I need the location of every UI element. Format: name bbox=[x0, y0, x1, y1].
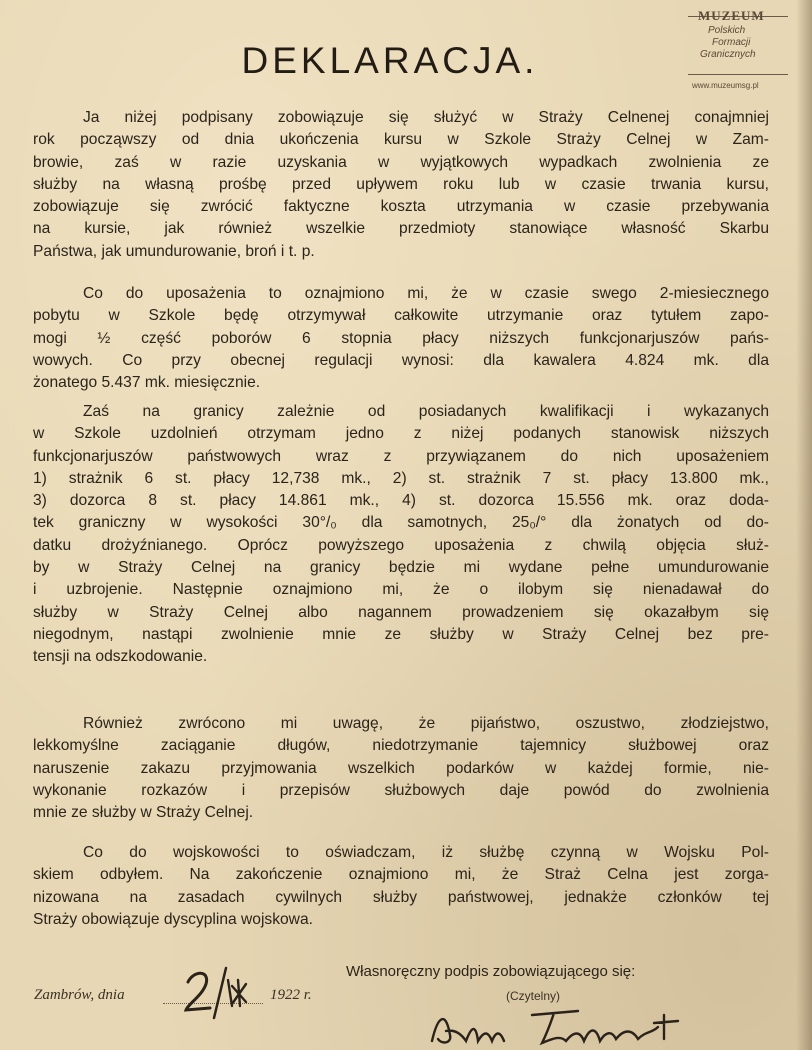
signature-note: (Czytelny) bbox=[506, 989, 561, 1003]
watermark-line-2: Formacji bbox=[712, 37, 751, 48]
text-line: i uzbrojenie. Następnie oznajmiono mi, że o ilobym się nienadawał do bbox=[33, 581, 769, 599]
text-line: pobytu w Szkole będę otrzymywał całkowite utrzymanie oraz tytułem zapo- bbox=[33, 307, 769, 325]
place-date-label: Zambrów, dnia bbox=[34, 987, 125, 1003]
paragraph-5 bbox=[33, 842, 769, 931]
text-line: zobowiązuje się zwrócić faktyczne koszta utrzymania w czasie przebywania bbox=[33, 198, 769, 216]
text-line: tek graniczny w wysokości 30°/₀ dla samotnych, 25₀/° dla żonatych od do- bbox=[33, 514, 769, 532]
text-line: wowych. Co przy obecnej regulacji wynosi: dla kawalera 4.824 mk. dla bbox=[33, 351, 769, 369]
text-line: tensji na odszkodowanie. bbox=[33, 648, 208, 666]
watermark-url: www.muzeumsg.pl bbox=[692, 81, 759, 90]
text-line: Co do wojskowości to oświadczam, iż służbę czynną w Wojsku Pol- bbox=[83, 844, 769, 861]
text-line: Co do uposażenia to oznajmiono mi, że w czasie swego 2-miesiecznego bbox=[83, 285, 769, 302]
text-line: Zaś na granicy zależnie od posiadanych kwalifikacji i wykazanych bbox=[83, 403, 769, 420]
text-line: mnie ze służby w Straży Celnej. bbox=[33, 804, 254, 822]
text-line: Również zwrócono mi uwagę, że pijaństwo, oszustwo, złodziejstwo, bbox=[83, 715, 769, 732]
text-line: 1) strażnik 6 st. płacy 12,738 mk., 2) st. strażnik 7 st. płacy 13.800 mk., bbox=[33, 469, 769, 487]
text-line: na kursie, jak również wszelkie przedmioty stanowiące własność Skarbu bbox=[33, 220, 769, 238]
text-line: Ja niżej podpisany zobowiązuje się służyć w Straży Celnenej conajmniej bbox=[83, 109, 769, 126]
watermark-line-3: Granicznych bbox=[700, 49, 756, 60]
text-line: naruszenie zakazu przyjmowania wszelkich podarków w każdej formie, nie- bbox=[33, 759, 769, 777]
text-line: funkcjonarjuszów państwowych wraz z przywiązanem do nich uposażeniem bbox=[33, 447, 769, 465]
text-line: nizowana na zasadach cywilnych służby państwowej, jednakże członków tej bbox=[33, 888, 769, 906]
handwritten-date bbox=[180, 962, 260, 1022]
text-line: służby na własną prośbę przed upływem roku lub w czasie trwania kursu, bbox=[33, 175, 769, 193]
text-line: 3) dozorca 8 st. płacy 14.861 mk., 4) st. dozorca 15.556 mk. oraz doda- bbox=[33, 492, 769, 510]
text-line: lekkomyślne zaciąganie długów, niedotrzymanie tajemnicy służbowej oraz bbox=[33, 737, 769, 755]
paper-edge-shadow bbox=[796, 0, 812, 1050]
text-line: by w Straży Celnej na granicy będzie mi wydane pełne umundurowanie bbox=[33, 559, 769, 577]
paragraph-4 bbox=[33, 713, 769, 824]
text-line: mogi ½ część poborów 6 stopnia płacy niższych funkcjonarjuszów pańs- bbox=[33, 329, 769, 347]
year-label: 1922 r. bbox=[270, 987, 312, 1003]
watermark-title: MUZEUM bbox=[698, 8, 765, 23]
handwritten-signature bbox=[428, 1005, 718, 1050]
text-line: Straży obowiązuje dyscyplina wojskowa. bbox=[33, 910, 313, 928]
watermark-line-1: Polskich bbox=[708, 25, 746, 36]
text-line: w Szkole uzdolnień otrzymam jedno z niżej podanych stanowisk niższych bbox=[33, 425, 769, 443]
paragraph-2 bbox=[33, 283, 769, 394]
text-line: Państwa, jak umundurowanie, broń i t. p. bbox=[33, 242, 315, 260]
text-line: służby w Straży Celnej albo nagannem prowadzeniem się okazałbym się bbox=[33, 603, 769, 621]
text-line: rok począwszy od dnia ukończenia kursu w Szkole Straży Celnej w Zam- bbox=[33, 131, 769, 149]
text-line: niegodnym, nastąpi zwolnienie mnie ze służby w Straży Celnej bez pre- bbox=[33, 625, 769, 643]
text-line: wykonanie rozkazów i przepisów służbowych daje powód do zwolnienia bbox=[33, 781, 769, 799]
text-line: żonatego 5.437 mk. miesięcznie. bbox=[33, 374, 261, 392]
text-line: browie, zaś w razie uzyskania w wyjątkowych wypadkach zwolnienia ze bbox=[33, 153, 769, 171]
text-line: skiem odbyłem. Na zakończenie oznajmiono mi, że Straż Celna jest zorga- bbox=[33, 866, 769, 884]
text-line: datku drożyźnianego. Oprócz powyższego uposażenia z chwilą objęcia służ- bbox=[33, 536, 769, 554]
paragraph-3 bbox=[33, 401, 769, 669]
document-title: DEKLARACJA. bbox=[241, 40, 539, 81]
paragraph-1 bbox=[33, 107, 769, 263]
signature-label: Własnoręczny podpis zobowiązującego się: bbox=[346, 963, 636, 980]
